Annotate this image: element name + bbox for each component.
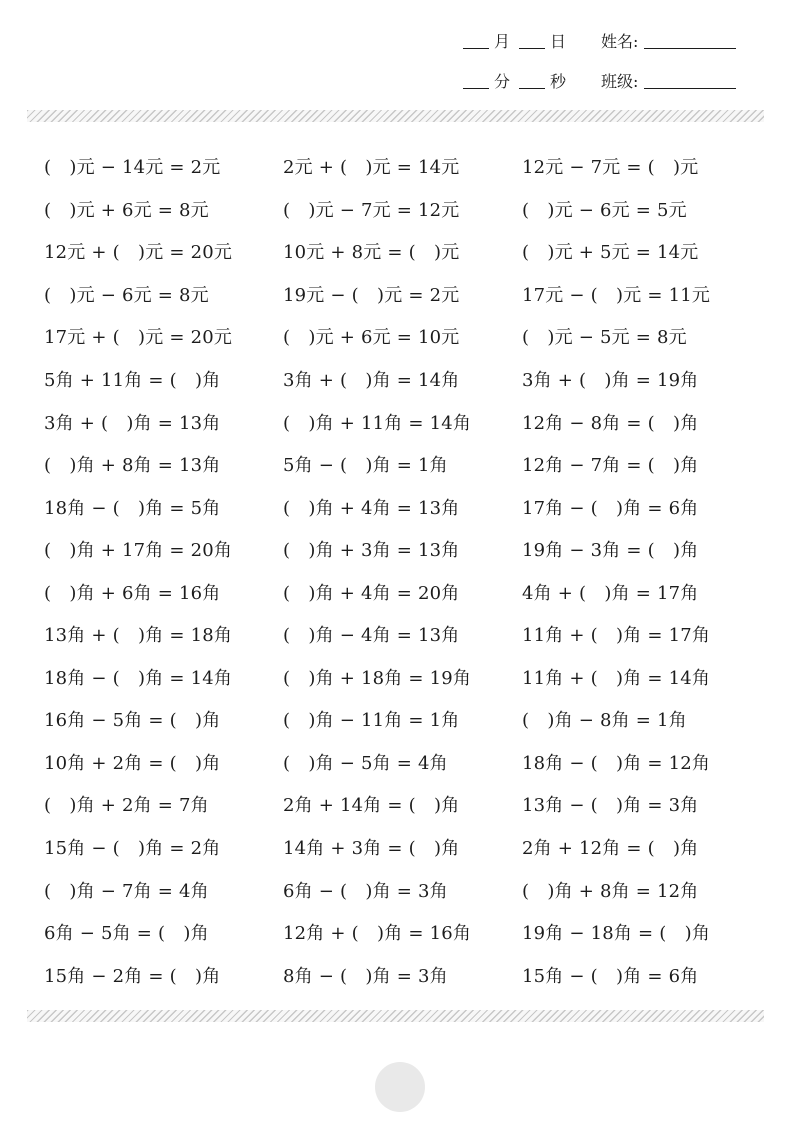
header-time-class-row (463, 74, 741, 90)
problem: ( )元 − 6元 = 5元 (522, 199, 687, 221)
problem: ( )角 − 5角 = 4角 (283, 752, 448, 774)
problem: ( )角 + 2角 = 7角 (44, 795, 209, 817)
problem: ( )角 − 7角 = 4角 (44, 880, 209, 902)
problem: ( )角 − 4角 = 13角 (283, 625, 460, 647)
problem: ( )角 + 4角 = 20角 (283, 582, 460, 604)
month-label: 月 (494, 32, 511, 51)
problem: ( )角 + 17角 = 20角 (44, 540, 233, 562)
problems-column-1 (44, 145, 283, 996)
problem: 2角 + 12角 = ( )角 (522, 838, 699, 860)
problem: ( )角 + 8角 = 13角 (44, 455, 221, 477)
problem: ( )元 − 14元 = 2元 (44, 157, 221, 179)
problem: 18角 − ( )角 = 5角 (44, 497, 221, 519)
problem: 11角 + ( )角 = 14角 (522, 667, 711, 689)
second-blank (519, 88, 545, 89)
problem: 18角 − ( )角 = 12角 (522, 752, 711, 774)
problem: 17角 − ( )角 = 6角 (522, 497, 699, 519)
problem: 12元 − 7元 = ( )元 (522, 157, 699, 179)
header-date-name-row (463, 34, 741, 50)
bottom-divider-bar (27, 1010, 764, 1022)
problems-column-3 (522, 145, 761, 996)
problem: 10角 + 2角 = ( )角 (44, 752, 221, 774)
problem: 14角 + 3角 = ( )角 (283, 838, 460, 860)
problem: 10元 + 8元 = ( )元 (283, 242, 460, 264)
problem: ( )角 − 8角 = 1角 (522, 710, 687, 732)
problem: 11角 + ( )角 = 17角 (522, 625, 711, 647)
problem: 3角 + ( )角 = 19角 (522, 370, 699, 391)
problem: 17元 + ( )元 = 20元 (44, 327, 233, 349)
problem: 2元 + ( )元 = 14元 (283, 157, 460, 179)
problem: ( )角 + 11角 = 14角 (283, 412, 472, 434)
problem: 13角 − ( )角 = 3角 (522, 795, 699, 817)
problem: ( )角 + 18角 = 19角 (283, 667, 472, 689)
problem: 19元 − ( )元 = 2元 (283, 284, 460, 306)
minute-label: 分 (494, 72, 511, 91)
second-label: 秒 (550, 72, 567, 91)
problem: 19角 − 18角 = ( )角 (522, 923, 711, 945)
problem: 18角 − ( )角 = 14角 (44, 667, 233, 689)
problem: 15角 − 2角 = ( )角 (44, 965, 221, 987)
problem: 3角 + ( )角 = 14角 (283, 370, 460, 391)
problem: 12角 + ( )角 = 16角 (283, 923, 472, 945)
day-blank (519, 48, 545, 49)
problem: 12角 − 8角 = ( )角 (522, 412, 699, 434)
class-label: 班级: (601, 72, 639, 91)
problem: 12角 − 7角 = ( )角 (522, 455, 699, 477)
problem: ( )元 − 6元 = 8元 (44, 284, 209, 306)
problem: 6角 − 5角 = ( )角 (44, 923, 209, 945)
problem: ( )元 − 7元 = 12元 (283, 199, 460, 221)
problem: 13角 + ( )角 = 18角 (44, 625, 233, 647)
problem: ( )角 + 6角 = 16角 (44, 582, 221, 604)
problems-column-2 (283, 145, 522, 996)
problem: 19角 − 3角 = ( )角 (522, 540, 699, 562)
name-blank (644, 48, 736, 49)
month-blank (463, 48, 489, 49)
problem: 5角 + 11角 = ( )角 (44, 370, 221, 391)
footer-page-dot-icon (375, 1062, 425, 1112)
class-blank (644, 88, 736, 89)
problem: 12元 + ( )元 = 20元 (44, 242, 233, 264)
problem: ( )元 + 5元 = 14元 (522, 242, 699, 264)
problem: 2角 + 14角 = ( )角 (283, 795, 460, 817)
problem: ( )角 + 3角 = 13角 (283, 540, 460, 562)
problem: ( )元 − 5元 = 8元 (522, 327, 687, 349)
problem: 17元 − ( )元 = 11元 (522, 284, 711, 306)
day-label: 日 (550, 32, 567, 51)
problem: 6角 − ( )角 = 3角 (283, 880, 448, 902)
problem: ( )角 + 8角 = 12角 (522, 880, 699, 902)
problems-grid (44, 145, 761, 996)
problem: 15角 − ( )角 = 6角 (522, 965, 699, 987)
problem: 3角 + ( )角 = 13角 (44, 412, 221, 434)
problem: ( )角 + 4角 = 13角 (283, 497, 460, 519)
name-label: 姓名: (601, 32, 639, 51)
problem: ( )元 + 6元 = 8元 (44, 199, 209, 221)
problem: 4角 + ( )角 = 17角 (522, 582, 699, 604)
top-divider-bar (27, 110, 764, 122)
problem: ( )元 + 6元 = 10元 (283, 327, 460, 349)
problem: ( )角 − 11角 = 1角 (283, 710, 460, 732)
minute-blank (463, 88, 489, 89)
problem: 16角 − 5角 = ( )角 (44, 710, 221, 732)
problem: 15角 − ( )角 = 2角 (44, 838, 221, 860)
problem: 8角 − ( )角 = 3角 (283, 965, 448, 987)
problem: 5角 − ( )角 = 1角 (283, 455, 448, 477)
